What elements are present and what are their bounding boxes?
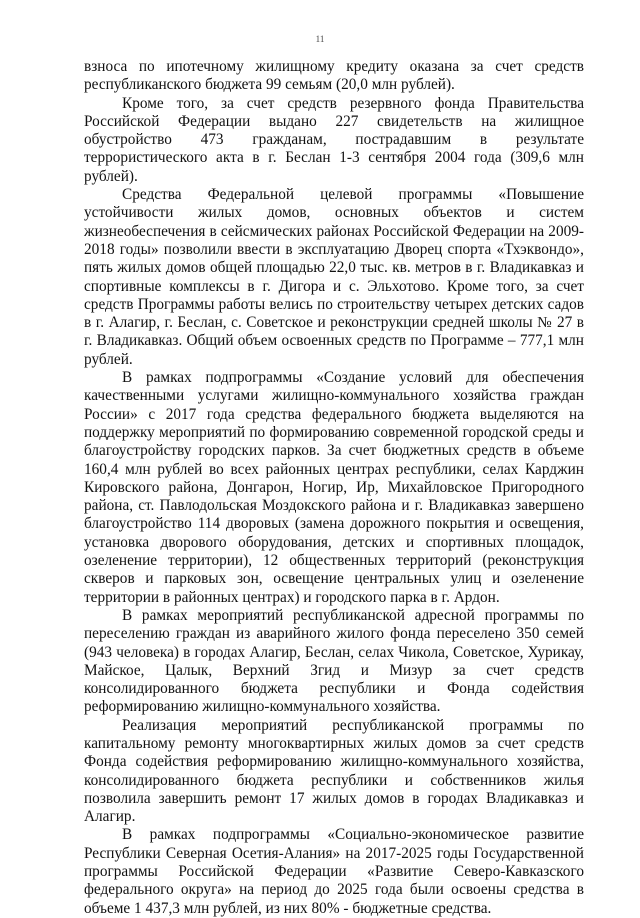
paragraph-resettlement: В рамках мероприятий республиканской адресной программы по переселению граждан из аварийного жилого фонда переселено 350 семей (943 человека) в городах Алагир, Беслан, селах Чикола, Советское, Хурикау, Майское, Цалык, Верхний Згид и Мизур за счет средств консолидированного бюджета республики и Фонда содействия реформированию жилищно-коммунального хозяйства.	[84, 606, 584, 716]
paragraph-urban-environment: В рамках подпрограммы «Создание условий для обеспечения качественными услугами жилищно-коммунального хозяйства граждан России» с 2017 года средства федерального бюджета выделяются на поддержку мероприятий по формированию современной городской среды и благоустройству городских парков. За счет бюджетных средств в объеме 160,4 млн рублей во всех районных центрах республики, селах Карджин Кировского района, Донгарон, Ногир, Ир, Михайловское Пригородного района, ст. Павлодольская Моздокского района и г. Владикавказ завершено благоустройство 114 дворовых (замена дорожного покрытия и освещения, установка дворового оборудования, детских и спортивных площадок, озеленение территории), 12 общественных территорий (реконструкция скверов и парковых зон, освещение центральных улиц и озеленение территории в районных центрах) и городского парка в г. Ардон.	[84, 369, 584, 606]
paragraph-north-caucasus-program: В рамках подпрограммы «Социально-экономическое развитие Республики Северная Осетия-Алания» на 2017-2025 годы Государственной программы Российской Федерации «Развитие Северо-Кавказского федерального округа» на период до 2025 года были освоены средства в объеме 1 437,3 млн рублей, из них 80% - бюджетные средства.	[84, 826, 584, 917]
page-number: 11	[315, 34, 325, 44]
document-body	[84, 58, 584, 918]
paragraph-mortgage-support: взноса по ипотечному жилищному кредиту оказана за счет средств республиканского бюджета 99 семьям (20,0 млн рублей).	[84, 58, 584, 94]
paragraph-beslan-housing-certificates: Кроме того, за счет средств резервного фонда Правительства Российской Федерации выдано 227 свидетельств на жилищное обустройство 473 гражданам, пострадавшим в результате террористического акта в г. Беслан 1-3 сентября 2004 года (309,6 млн рублей).	[84, 94, 584, 185]
paragraph-capital-repair: Реализация мероприятий республиканской программы по капитальному ремонту многоквартирных жилых домов за счет средств Фонда содействия реформированию жилищно-коммунального хозяйства, консолидированного бюджета республики и собственников жилья позволила завершить ремонт 17 жилых домов в городах Владикавказ и Алагир.	[84, 716, 584, 826]
paragraph-seismic-program: Средства Федеральной целевой программы «Повышение устойчивости жилых домов, основных объектов и систем жизнеобеспечения в сейсмических районах Российской Федерации на 2009-2018 годы» позволили ввести в эксплуатацию Дворец спорта «Тхэквондо», пять жилых домов общей площадью 22,0 тыс. кв. метров в г. Владикавказ и спортивные комплексы в г. Дигора и с. Эльхотово. Кроме того, за счет средств Программы работы велись по строительству четырех детских садов в г. Алагир, г. Беслан, с. Советское и реконструкции средней школы № 27 в г. Владикавказ. Общий объем освоенных средств по Программе – 777,1 млн рублей.	[84, 186, 584, 368]
